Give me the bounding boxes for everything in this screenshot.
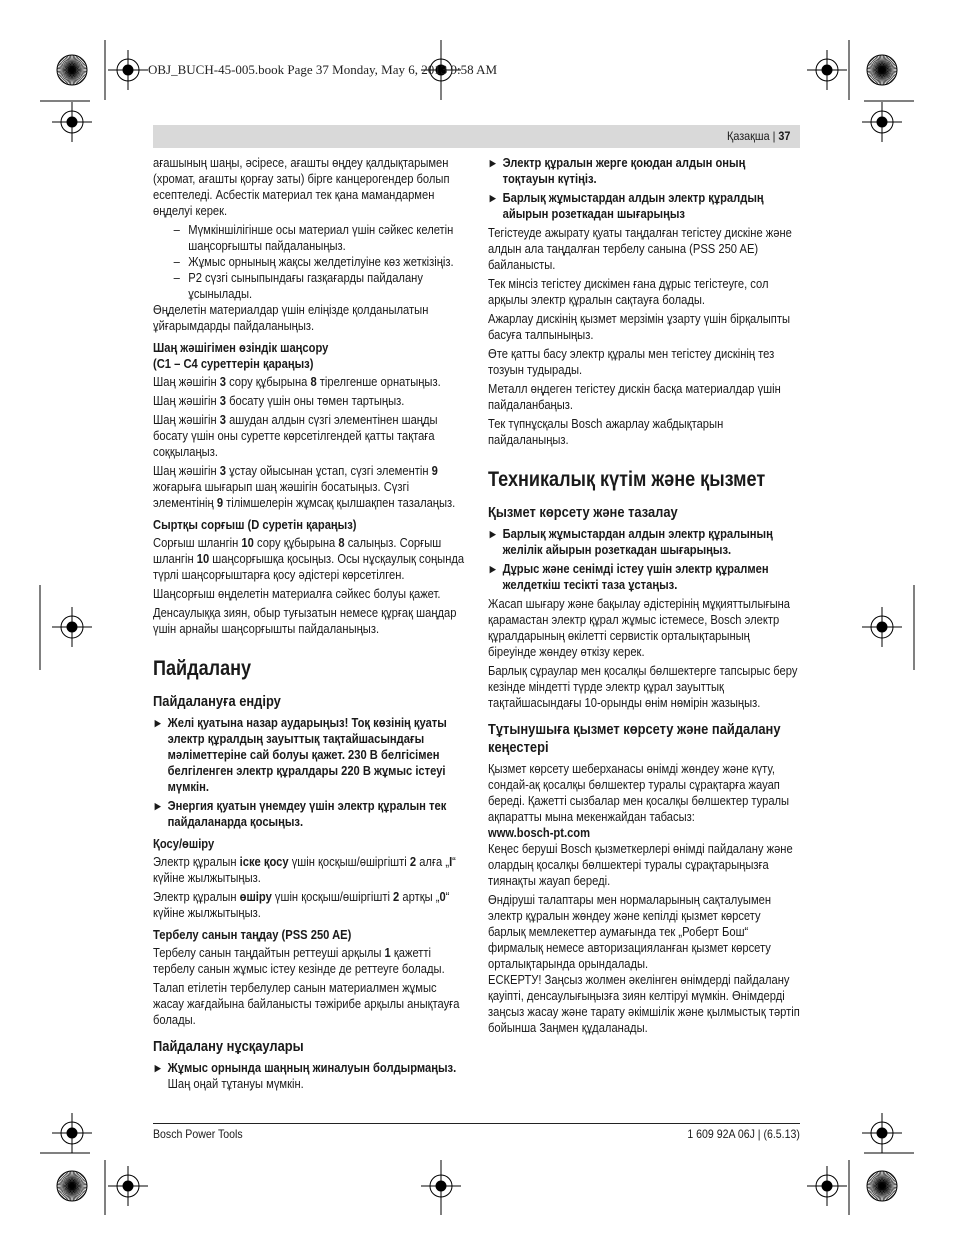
text-run: Тек түпнұсқалы Bosch ажарлау жабдықтарын пайдаланыңыз. (488, 416, 724, 447)
page-number: 37 (777, 129, 790, 143)
header-separator: | (769, 129, 778, 143)
text-run: Тербелу санын таңдайтын реттеуші арқылы (153, 945, 385, 960)
text-run: босату үшін оны төмен тартыңыз. (225, 393, 405, 408)
minor-heading (153, 927, 465, 943)
text-run: өшіру (239, 889, 272, 904)
text-run: Мүмкіншілігінше осы материал үшін сәйкес келетін шаңсорғышты пайдаланыңыз. (188, 222, 454, 253)
warning-bullet (488, 526, 800, 558)
header-language: Қазақша (726, 129, 770, 143)
paragraph (488, 225, 800, 273)
subsection-heading (488, 721, 800, 757)
print-slug: OBJ_BUCH-45-005.book Page 37 Monday, May 6, 2013 9:58 AM (148, 62, 498, 77)
dash-list-item (153, 270, 465, 302)
paragraph (488, 596, 800, 660)
right-column (488, 155, 800, 1039)
paragraph (153, 605, 465, 637)
subsection-heading (488, 504, 800, 522)
paragraph (153, 155, 465, 219)
text-run: Энергия қуатын үнемдеу үшін электр құралын тек пайдаланарда қосыңыз. (167, 798, 447, 829)
text-run: P2 сүзгі сыныпындағы газқағарды пайдалану ұсынылады. (188, 270, 423, 301)
text-run: 2 (409, 854, 417, 869)
text-run: “ күйіне жылжытыңыз. (153, 889, 450, 920)
subsection-heading (153, 1038, 465, 1056)
text-run: ағашының шаңы, әсіресе, ағашты өңдеу қалдықтарымен (хромат, ағашты қорғау заты) бірге канцерогендер болып есептеледі. Асбестік материал тек қана мамандармен өңделуі керек. (153, 155, 450, 218)
dash-list-item (153, 222, 465, 254)
text-run: Барлық жұмыстардан алдын электр құралының желілік айырын розеткадан шығарыңыз. (502, 526, 773, 557)
text-run: Тек мінсіз тегістеу дискімен ғана дұрыс тегістеуге, сол арқылы электр құралын сақтауға болады. (488, 276, 769, 307)
paragraph (153, 586, 465, 602)
text-run: жоғарыға шығарып шаң жәшігін босатыңыз. Сүзгі элементінің (153, 479, 410, 510)
paragraph (488, 892, 800, 1036)
dash-list-item (153, 254, 465, 270)
text-run: Желі қуатына назар аударыңыз! Тоқ көзінің қуаты электр құралдың зауыттық тақтайшасындағы мәліметтеріне сай болуы қажет. 230 В белгісімен белгіленген электр құралдары 220 В жұмыс істеуі мүмкін. (167, 715, 447, 794)
warning-bullet (488, 561, 800, 593)
text-run: сору құбырына (253, 535, 339, 550)
paragraph (153, 980, 465, 1028)
text-run: Ажарлау дискінің қызмет мерзімін ұзарту үшін бірқалыпты басуға талпыныңыз. (488, 311, 791, 342)
text-run: Қызмет көрсету және тазалау (488, 504, 678, 521)
warning-bullet (153, 1060, 465, 1092)
subsection-heading (153, 693, 465, 711)
text-run: Жұмыс орнының жақсы желдетілуіне көз жеткізіңіз. (188, 254, 454, 269)
text-run: Шаң жәшігін (153, 412, 220, 427)
text-run: Шаң жәшігімен өзіндік шаңсору (C1 – C4 суреттерін қараңыз) (153, 340, 329, 371)
text-run: Шаң жәшігін (153, 393, 220, 408)
text-run: Кеңес беруші Bosch қызметкерлері өнімді пайдалану және олардың қосалқы бөлшектері туралы сұрақтарыңызға тиянақты жауап береді. (488, 841, 793, 888)
text-run: 9 (216, 495, 224, 510)
footer-doc-number: 1 609 92A 06J | (6.5.13) (687, 1127, 800, 1141)
minor-heading (153, 836, 465, 852)
text-run: 3 (219, 374, 226, 389)
paragraph (488, 276, 800, 308)
warning-bullet (488, 155, 800, 187)
text-run: 2 (393, 889, 400, 904)
paragraph (488, 311, 800, 343)
warning-bullet (488, 190, 800, 222)
paragraph (153, 889, 465, 921)
warning-bullet (153, 798, 465, 830)
paragraph (488, 761, 800, 889)
text-run: Сорғыш шлангін (153, 535, 242, 550)
text-run: салыңыз. Сорғыш шлангін (153, 535, 442, 566)
text-run: Шаң жәшігін (153, 374, 220, 389)
text-run: ұстау ойысынан ұстап, сүзгі элементін (225, 463, 432, 478)
text-run: шаңсорғышқа қосыңыз. Осы нұсқаулық соңында түрлі шаңсорғыштарға қосу әдістері көрсетілген. (153, 551, 465, 582)
text-run: алға „ (416, 854, 450, 869)
text-run: 8 (338, 535, 345, 550)
warning-bullet (153, 715, 465, 795)
text-run: Электр құралын жерге қоюдан алдын оның тоқтауын күтіңіз. (502, 155, 746, 186)
section-heading (488, 468, 800, 492)
text-run: Электр құралын (153, 854, 240, 869)
text-run: ашудан алдын сүзгі элементінен шаңды босату үшін оны суретте көрсетілгендей қатты тақтаға соққылаңыз. (153, 412, 438, 459)
footer-brand: Bosch Power Tools (153, 1127, 243, 1141)
text-run: сору құбырына (225, 374, 311, 389)
text-run: Талап етілетін тербелулер санын материалмен жұмыс жасау жағдайына байланысты тәжірибе арқылы анықтауға болады. (153, 980, 460, 1027)
text-run: Жұмыс орнында шаңның жиналуын болдырмаңыз. (167, 1060, 457, 1075)
text-run: 1 (384, 945, 391, 960)
text-run: Денсаулыққа зиян, обыр туғызатын немесе құрғақ шаңдар үшін арнайы шаңсорғышты пайдаланыңыз. (153, 605, 457, 636)
paragraph (153, 945, 465, 977)
section-heading (153, 657, 465, 681)
footer-divider (153, 1123, 800, 1124)
text-run: 10 (196, 551, 210, 566)
text-run: Тұтынушыға қызмет көрсету және пайдалану кеңестері (488, 721, 781, 756)
paragraph (488, 416, 800, 448)
text-run: Шаң оңай тұтануы мүмкін. (167, 1076, 304, 1091)
text-run: қажетті тербелу санын жұмыс істеу кезінде де реттеуге болады. (153, 945, 445, 976)
text-run: Тербелу санын таңдау (PSS 250 AE) (153, 927, 352, 942)
text-run: 10 (241, 535, 254, 550)
text-run: Дұрыс және сенімді істеу үшін электр құралмен желдеткіш тесікті таза ұстаңыз. (502, 561, 769, 592)
paragraph (488, 381, 800, 413)
text-run: үшін қосқыш/өшіргішті (288, 854, 410, 869)
text-run: Барлық жұмыстардан алдын электр құралдың айырын розеткадан шығарыңыз (502, 190, 764, 221)
paragraph (488, 663, 800, 711)
text-run: артқы „ (399, 889, 440, 904)
text-run: Пайдалану (153, 657, 252, 680)
minor-heading (153, 517, 465, 533)
text-run: тірелгенше орнатыңыз. (316, 374, 441, 389)
text-run: Өңделетін материалдар үшін еліңізде қолданылатын ұйғарымдарды пайдаланыңыз. (153, 302, 429, 333)
text-run: 9 (431, 463, 438, 478)
paragraph (153, 302, 465, 334)
paragraph (153, 854, 465, 886)
paragraph (153, 374, 465, 390)
text-run: Барлық сұраулар мен қосалқы бөлшектерге тапсырыс беру кезінде міндетті түрде электр құрал зауыттық тақтайшасындағы 10-орынды өнім нөмірін жазыңыз. (488, 663, 798, 710)
text-run: Электр құралын (153, 889, 240, 904)
text-run: Металл өңдеген тегістеу дискін басқа материалдар үшін пайдаланбаңыз. (488, 381, 781, 412)
paragraph (153, 463, 465, 511)
text-run: Техникалық күтім және қызмет (488, 468, 766, 491)
text-run: Пайдалануға ендіру (153, 693, 281, 710)
text-run: Шаңсорғыш өңделетін материалға сәйкес болуы қажет. (153, 586, 441, 601)
paragraph (153, 535, 465, 583)
text-run: 8 (310, 374, 317, 389)
page-header (727, 129, 790, 143)
text-run: Қосу/өшіру (153, 836, 215, 851)
text-run: 0 (439, 889, 446, 904)
paragraph (488, 346, 800, 378)
paragraph (153, 412, 465, 460)
text-run: үшін қосқыш/өшіргішті (271, 889, 394, 904)
page-header-bar (153, 125, 800, 148)
text-run: 3 (219, 412, 226, 427)
left-column (153, 155, 465, 1095)
text-run: Пайдалану нұсқаулары (153, 1038, 304, 1055)
text-run: Өндіруші талаптары мен нормаларының сақталуымен электр құралын жөндеу және кепілді қызмет көрсету барлық мемлекеттер аумағында тек „Роберт Бош“ фирмалық немесе авторизацияланған қызмет көрсету орталықтарында орындалады. ЕСКЕРТУ! Заңсыз жолмен әкелінген өнімдерді пайдалану қауіпті, денсаулығыңызға зиян келтіруі мүмкін. Өнімдерді заңсыз жасау және тарату әкімшілік және қылмыстық тәртіп бойынша Заңмен құдаланады. (488, 892, 800, 1035)
text-run: Жасап шығару және бақылау әдістерінің мұқияттылығына қарамастан электр құрал жұмыс істемесе, Bosch электр құралдарының өкілетті сервистік орталықтарының біреуінде жөндеу өткізу керек. (488, 596, 791, 659)
text-run: I (449, 854, 453, 869)
text-run: Өте қатты басу электр құралы мен тегістеу дискінің тез тозуын тудырады. (488, 346, 775, 377)
text-run: 3 (219, 393, 226, 408)
text-run: тілімшелерін жұмсақ қылшақпен тазалаңыз. (223, 495, 456, 510)
text-run: Сыртқы сорғыш (D суретін қараңыз) (153, 517, 357, 532)
text-run: “ күйіне жылжытыңыз. (153, 854, 456, 885)
text-run: іске қосу (239, 854, 289, 869)
text-run: 3 (219, 463, 226, 478)
paragraph (153, 393, 465, 409)
text-run: Шаң жәшігін (153, 463, 220, 478)
text-run: Тегістеуде ажырату қуаты таңдалған тегістеу дискіне және алдын ала таңдалған тербелу санына (PSS 250 AE) байланысты. (488, 225, 792, 272)
text-run: Қызмет көрсету шеберханасы өнімді жөндеу және күту, сондай-ақ қосалқы бөлшектер туралы сұрақтарға жауап береді. Қажетті сызбалар мен қосалқы бөлшектер туралы ақпаратты мына мекенжайдан табасыз: (488, 761, 790, 824)
minor-heading (153, 340, 465, 372)
text-run[interactable]: www.bosch-pt.com (488, 825, 591, 840)
